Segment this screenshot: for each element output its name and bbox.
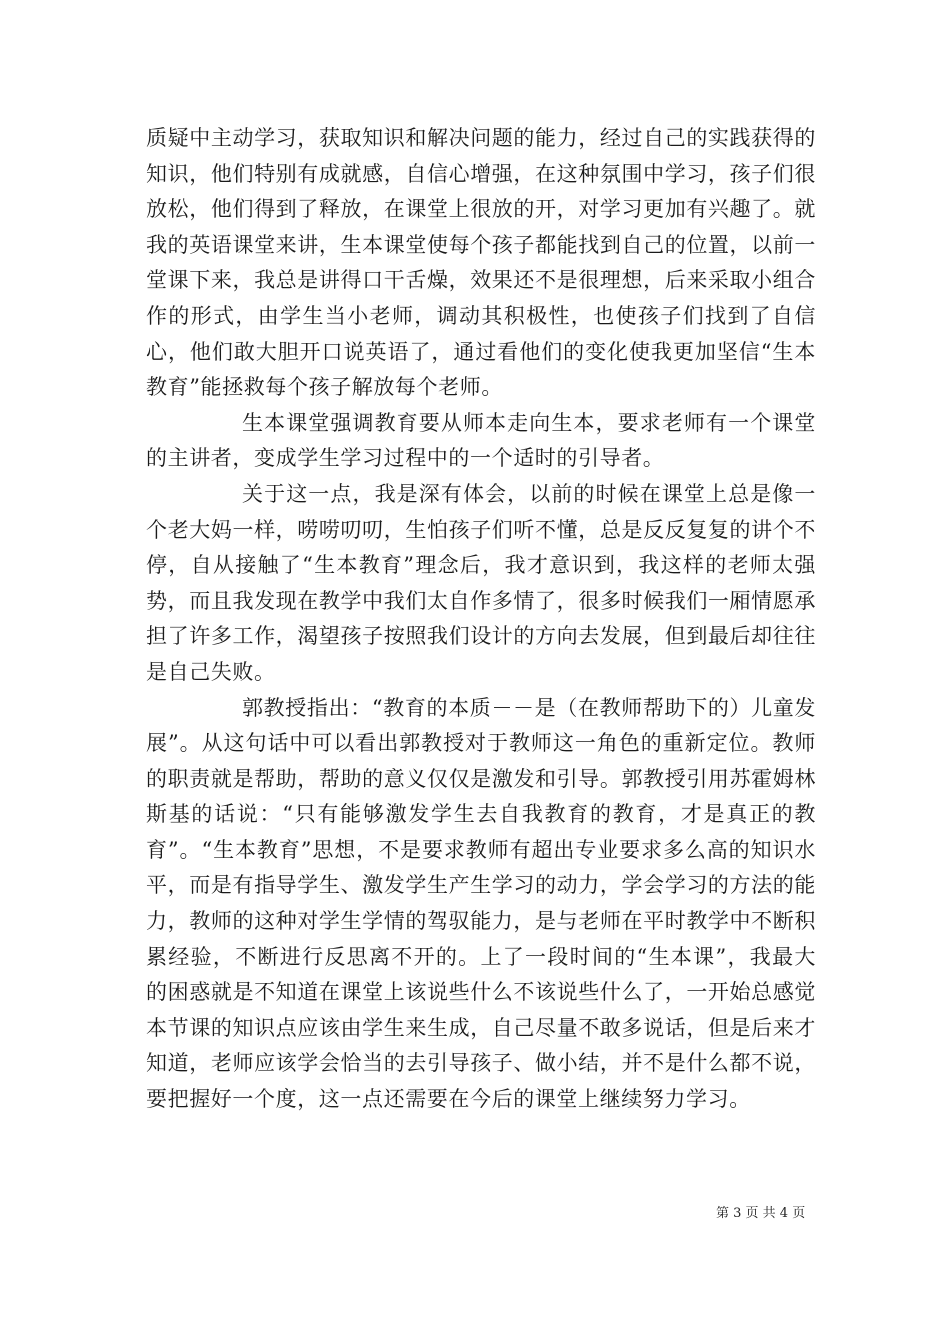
paragraph-student-centered-classroom: 生本课堂强调教育要从师本走向生本，要求老师有一个课堂的主讲者，变成学生学习过程中的一个适时的引导者。 (146, 410, 816, 471)
paragraph-personal-experience: 关于这一点，我是深有体会，以前的时候在课堂上总是像一个老大妈一样，唠唠叨叨，生怕孩子们听不懂，总是反反复复的讲个不停，自从接触了“生本教育”理念后，我才意识到，我这样的老师太强势，而且我发现在教学中我们太自作多情了，很多时候我们一厢情愿承担了许多工作，渴望孩子按照我们设计的方向去发展，但到最后却往往是自己失败。 (146, 481, 816, 684)
page-number-footer: 第 3 页 共 4 页 (716, 1206, 806, 1221)
paragraph-professor-guo: 郭教授指出：“教育的本质－－是（在教师帮助下的）儿童发展”。从这句话中可以看出郭教授对于教师这一角色的重新定位。教师的职责就是帮助，帮助的意义仅仅是激发和引导。郭教授引用苏霍姆林斯基的话说：“只有能够激发学生去自我教育的教育，才是真正的教育”。“生本教育”思想，不是要求教师有超出专业要求多么高的知识水平，而是有指导学生、激发学生产生学习的动力，学会学习的方法的能力，教师的这种对学生学情的驾驭能力，是与老师在平时教学中不断积累经验，不断进行反思离不开的。上了一段时间的“生本课”，我最大的困惑就是不知道在课堂上该说些什么不该说些什么了，一开始总感觉本节课的知识点应该由学生来生成，自己尽量不敢多说话，但是后来才知道，老师应该学会恰当的去引导孩子、做小结，并不是什么都不说，要把握好一个度，这一点还需要在今后的课堂上继续努力学习。 (146, 695, 816, 1112)
document-body (146, 121, 816, 1118)
paragraph-continued: 质疑中主动学习，获取知识和解决问题的能力，经过自己的实践获得的知识，他们特别有成就感，自信心增强，在这种氛围中学习，孩子们很放松，他们得到了释放，在课堂上很放的开，对学习更加有兴趣了。就我的英语课堂来讲，生本课堂使每个孩子都能找到自己的位置，以前一堂课下来，我总是讲得口干舌燥，效果还不是很理想，后来采取小组合作的形式，由学生当小老师，调动其积极性，也使孩子们找到了自信心，他们敢大胆开口说英语了，通过看他们的变化使我更加坚信“生本教育”能拯救每个孩子解放每个老师。 (146, 126, 816, 400)
